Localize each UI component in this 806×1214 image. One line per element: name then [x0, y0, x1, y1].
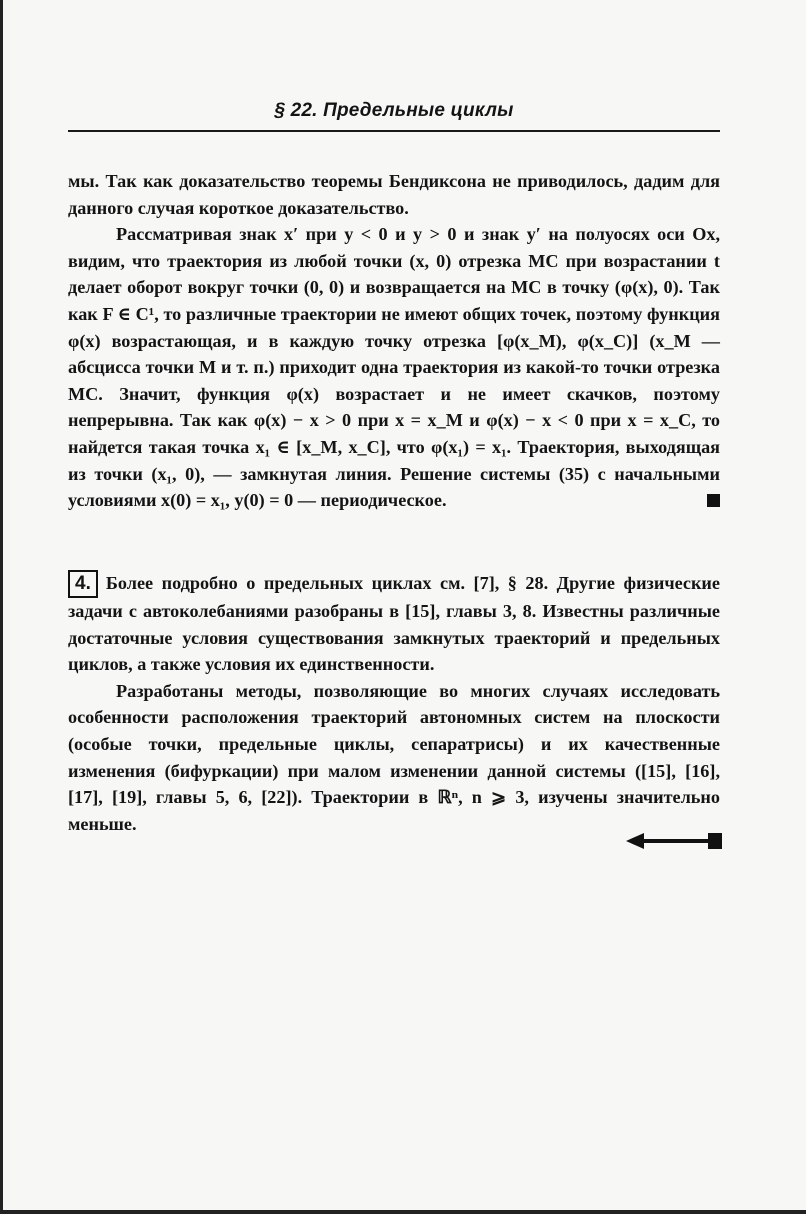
end-of-proof-icon — [707, 494, 720, 507]
page-edge-bottom — [0, 1210, 806, 1214]
proof-section — [68, 168, 720, 514]
proof-body-text: Рассматривая знак x′ при y < 0 и y > 0 и знак y′ на полуосях оси Ox, видим, что траектория из любой точки (x, 0) отрезка MC при возрастании t делает оборот вокруг точки (0, 0) и возвращается на MC в точку (φ(x), 0). Так как F ∈ C¹, то различные траектории не имеют общих точек, поэтому функция φ(x) возрастающая, и в каждую точку отрезка [φ(x_M), φ(x_C)] (x_M — абсцисса точки M и т. п.) приходит одна траектория из какой-то точки отрезка MC. Значит, функция φ(x) возрастает и не имеет скачков, поэтому непрерывна. Так как φ(x) − x > 0 при x = x_M и φ(x) − x < 0 при x = x_C, то найдется такая точка x₁ ∈ [x_M, x_C], что φ(x₁) = x₁. Траектория, выходящая из точки (x₁, 0), — замкнутая линия. Решение системы (35) с начальными условиями x(0) = x₁, y(0) = 0 — периодическое. — [68, 224, 720, 511]
remark-section — [68, 570, 720, 837]
end-of-section-arrow-icon — [626, 830, 722, 852]
remark-text-1: Более подробно о предельных циклах см. [7], § 28. Другие физические задачи с автоколебаниями разобраны в [15], главы 3, 8. Известны различные достаточные условия существования замкнутых траекторий и предельных циклов, а также условия их единственности. — [68, 573, 720, 675]
running-header: § 22. Предельные циклы — [274, 100, 514, 121]
remark-paragraph-1 — [68, 570, 720, 678]
proof-intro-paragraph: мы. Так как доказательство теоремы Бендиксона не приводилось, дадим для данного случая короткое доказательство. — [68, 171, 720, 218]
remark-paragraph-2: Разработаны методы, позволяющие во многих случаях исследовать особенности расположения траекторий автономных систем на плоскости (особые точки, предельные циклы, сепаратрисы) и их качественные изменения (бифуркации) при малом изменении данной системы ([15], [16], [17], [19], главы 5, 6, [22]). Траектории в ℝⁿ, n ⩾ 3, изучены значительно меньше. — [68, 680, 720, 834]
remark-number-box: 4. — [68, 570, 98, 598]
header-rule — [68, 130, 720, 132]
page-edge-left — [0, 0, 3, 1214]
proof-body-paragraph — [68, 221, 720, 514]
